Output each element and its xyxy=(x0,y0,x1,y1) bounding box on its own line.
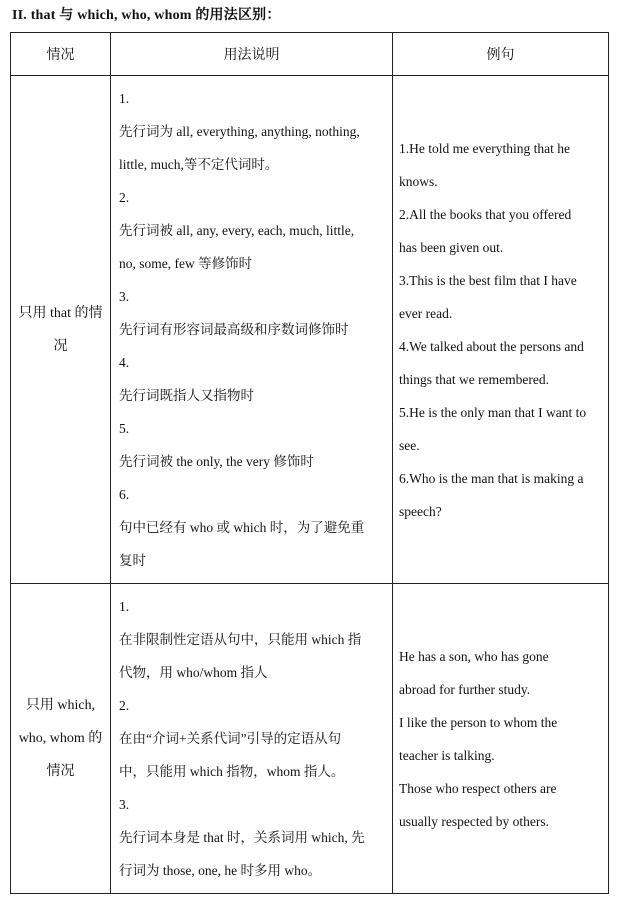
rule-line: 1. xyxy=(119,599,130,614)
rule-line: 行词为 those, one, he 时多用 who。 xyxy=(119,863,322,878)
rule-line: 复时 xyxy=(119,553,146,568)
rule-line: 先行词被 all, any, every, each, much, little, xyxy=(119,223,355,238)
rule-line: 在非限制性定语从句中，只能用 which 指 xyxy=(119,632,362,647)
category-line: 只用 that 的情 xyxy=(18,305,103,321)
example-line: speech? xyxy=(399,503,442,519)
example-line: 4.We talked about the persons and xyxy=(399,338,584,354)
rule-line: 先行词为 all, everything, anything, nothing, xyxy=(119,124,360,139)
rule-line: 先行词本身是 that 时，关系词用 which, 先 xyxy=(119,830,365,845)
rule-line: 先行词被 the only, the very 修饰时 xyxy=(119,454,314,469)
examples-cell xyxy=(393,76,609,584)
rules-cell xyxy=(111,76,393,584)
example-line: usually respected by others. xyxy=(399,813,549,829)
rules-cell xyxy=(111,584,393,894)
example-line: 6.Who is the man that is making a xyxy=(399,470,584,486)
example-line: 1.He told me everything that he xyxy=(399,140,570,156)
category-line: 情况 xyxy=(46,764,75,779)
rule-line: 先行词既指人又指物时 xyxy=(119,388,254,403)
section-heading: II. that 与 which, who, whom 的用法区别： xyxy=(12,8,281,23)
rule-line: little, much,等不定代词时。 xyxy=(119,157,279,172)
rule-line: 句中已经有 who 或 which 时，为了避免重 xyxy=(119,520,365,535)
example-line: has been given out. xyxy=(399,239,504,255)
example-line: Those who respect others are xyxy=(399,780,557,796)
column-header-usage: 用法说明 xyxy=(111,33,393,76)
example-line: knows. xyxy=(399,173,438,189)
example-line: 2.All the books that you offered xyxy=(399,206,572,222)
rule-line: 3. xyxy=(119,289,130,304)
rule-line: 2. xyxy=(119,698,130,713)
example-line: ever read. xyxy=(399,305,453,321)
rule-line: 代物，用 who/whom 指人 xyxy=(119,665,268,680)
example-line: 5.He is the only man that I want to xyxy=(399,404,587,420)
example-line: things that we remembered. xyxy=(399,371,549,387)
example-line: I like the person to whom the xyxy=(399,714,558,730)
category-cell xyxy=(11,76,111,584)
category-line: who, whom 的 xyxy=(18,731,103,746)
example-line: see. xyxy=(399,437,420,453)
table-header-row xyxy=(11,33,609,76)
rule-line: 先行词有形容词最高级和序数词修饰时 xyxy=(119,322,349,337)
example-line: He has a son, who has gone xyxy=(399,648,549,664)
rule-line: 中，只能用 which 指物，whom 指人。 xyxy=(119,764,345,779)
category-cell xyxy=(11,584,111,894)
example-line: teacher is talking. xyxy=(399,747,495,763)
rule-line: 4. xyxy=(119,355,130,370)
rule-line: 6. xyxy=(119,487,130,502)
column-header-situation: 情况 xyxy=(11,33,111,76)
category-line: 况 xyxy=(53,338,68,354)
category-line: 只用 which, xyxy=(25,698,96,713)
rule-line: 3. xyxy=(119,797,130,812)
rule-line: 5. xyxy=(119,421,130,436)
example-line: abroad for further study. xyxy=(399,681,531,697)
usage-table xyxy=(10,32,609,894)
examples-cell xyxy=(393,584,609,894)
table-row-which-who-whom xyxy=(11,584,609,894)
rule-line: 1. xyxy=(119,91,130,106)
rule-line: 在由“介词+关系代词”引导的定语从句 xyxy=(119,731,342,746)
table-row-that-only xyxy=(11,76,609,584)
example-line: 3.This is the best film that I have xyxy=(399,272,577,288)
rule-line: 2. xyxy=(119,190,130,205)
rule-line: no, some, few 等修饰时 xyxy=(119,256,253,271)
column-header-examples: 例句 xyxy=(393,33,609,76)
